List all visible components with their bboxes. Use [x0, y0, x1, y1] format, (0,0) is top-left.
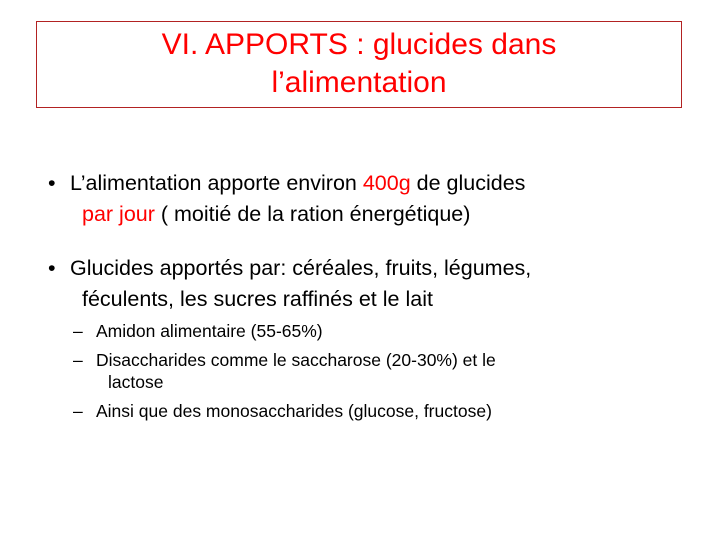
sub-item-text: lactose — [108, 372, 164, 392]
highlight-amount: 400g — [362, 171, 411, 195]
title-box — [36, 21, 682, 108]
sub-item-text: Amidon alimentaire (55-65%) — [96, 321, 323, 341]
dash-marker: – — [73, 350, 83, 370]
sub-list — [46, 320, 686, 422]
sub-item-monosaccharides — [73, 400, 686, 422]
bullet-line: féculents, les sucres raffinés et le lait — [82, 287, 433, 311]
bullet-text-part: L’alimentation apporte environ — [70, 171, 363, 195]
sub-item-starch — [73, 320, 686, 342]
title-line-2: l’alimentation — [271, 66, 447, 99]
slide-content — [46, 168, 686, 429]
bullet-marker: • — [48, 256, 56, 280]
bullet-text-part: de glucides — [410, 171, 526, 195]
slide-title — [37, 26, 681, 102]
title-line-1: VI. APPORTS : glucides dans — [161, 28, 557, 61]
bullet-item-sources — [46, 253, 686, 315]
dash-marker: – — [73, 401, 83, 421]
bullet-line: Glucides apportés par: céréales, fruits, légumes, — [70, 256, 532, 280]
bullet-item-daily-intake — [46, 168, 686, 230]
highlight-per-day: par jour — [82, 202, 155, 226]
sub-item-text: Disaccharides comme le saccharose (20-30%) et le — [96, 350, 496, 370]
sub-item-text: Ainsi que des monosaccharides (glucose, fructose) — [96, 401, 492, 421]
sub-item-disaccharides — [73, 349, 686, 393]
dash-marker: – — [73, 321, 83, 341]
bullet-marker: • — [48, 171, 56, 195]
bullet-text-part: ( moitié de la ration énergétique) — [154, 202, 471, 226]
